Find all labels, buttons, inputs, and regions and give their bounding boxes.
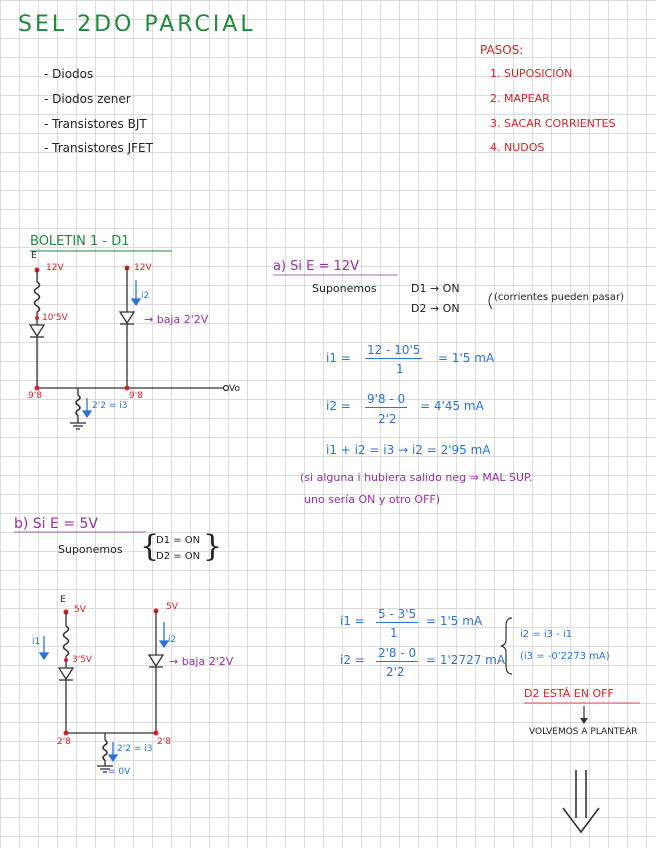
part-b-d2: D2 = ON — [156, 551, 201, 562]
equations-brace — [501, 618, 512, 674]
part-a-heading: a) Si E = 12V — [273, 259, 359, 274]
arrowhead — [109, 755, 117, 761]
node-label: 2'8 — [57, 737, 71, 747]
topic-item: - Transistores JFET — [44, 141, 153, 155]
current-label: i2 — [141, 291, 150, 301]
volvemos-note: VOLVEMOS A PLANTEAR — [529, 727, 638, 737]
bracket-eq: i2 = i3 - i1 — [520, 629, 573, 640]
part-a-d1: D1 → ON — [411, 282, 460, 295]
node-dot — [64, 731, 69, 736]
paren — [489, 293, 492, 309]
node-dot — [35, 386, 40, 391]
part-b-suponemos: Suponemos — [58, 543, 123, 556]
node-dot — [35, 316, 39, 320]
diode-triangle — [30, 325, 44, 336]
voltage-label: 5V — [74, 605, 86, 615]
diode-triangle — [59, 668, 73, 679]
node-dot — [125, 386, 130, 391]
circuit-2 — [59, 609, 163, 773]
resistor — [103, 740, 107, 760]
eq-denominator: 2'2 — [386, 665, 405, 679]
double-down-arrow — [563, 770, 599, 832]
step-item: 3. SACAR CORRIENTES — [490, 117, 616, 130]
part-a-remark: (si alguna i hubiera salido neg ⇒ MAL SUP. — [300, 471, 533, 484]
resistor-label: 2'2 = i3 — [92, 401, 128, 411]
step-item: 2. MAPEAR — [490, 92, 550, 105]
arrowhead — [83, 411, 91, 417]
brace-right: } — [203, 529, 223, 564]
topic-item: - Diodos — [44, 67, 94, 81]
voltage-label: 12V — [46, 263, 64, 273]
part-a-equation-3: i1 + i2 = i3 → i2 = 2'95 mA — [326, 443, 491, 457]
eq-lhs: i2 = — [340, 653, 365, 667]
voltage-label: 5V — [166, 602, 178, 612]
step-item: 1. SUPOSICIÓN — [490, 67, 573, 80]
eq-result: = 1'5 mA — [438, 351, 495, 365]
eq-numerator: 2'8 - 0 — [378, 646, 417, 660]
resistor — [64, 626, 69, 656]
part-b-heading: b) Si E = 5V — [14, 516, 98, 532]
step-item: 4. NUDOS — [490, 141, 545, 154]
part-a-suponemos: Suponemos — [312, 282, 377, 295]
bracket-eq: (i3 = -0'2273 mA) — [520, 651, 610, 662]
node-label: 9'8 — [129, 391, 143, 401]
current-arrows-2 — [40, 622, 168, 761]
node-label: 9'8 — [28, 391, 42, 401]
eq-numerator: 9'8 - 0 — [367, 392, 406, 406]
current-label: i1 — [32, 637, 41, 647]
output-terminal — [224, 386, 229, 391]
part-a-note: (corrientes pueden pasar) — [494, 292, 624, 303]
eq-result: = 1'2727 mA — [426, 653, 506, 667]
page-title: SEL 2DO PARCIAL — [18, 12, 256, 37]
arrowhead — [563, 808, 599, 832]
arrowhead — [160, 641, 168, 647]
topic-item: - Diodos zener — [44, 92, 131, 106]
part-b-d1: D1 = ON — [156, 535, 201, 546]
eq-denominator: 1 — [396, 362, 404, 376]
topic-item: - Transistores BJT — [44, 117, 147, 131]
d2-off-note: D2 ESTÁ EN OFF — [524, 687, 614, 700]
arrowhead — [40, 653, 48, 659]
eq-result: = 4'45 mA — [420, 399, 484, 413]
boletin-heading: BOLETIN 1 - D1 — [30, 234, 130, 249]
eq-denominator: 1 — [390, 626, 398, 640]
steps-heading: PASOS: — [480, 43, 524, 57]
resistor-label: 2'2 = i3 — [117, 744, 153, 754]
eq-result: = 1'5 mA — [426, 614, 483, 628]
resistor — [76, 395, 80, 415]
diode-triangle — [120, 312, 134, 323]
part-a-d2: D2 → ON — [411, 302, 460, 315]
node-label: 2'8 — [157, 737, 171, 747]
eq-lhs: i1 = — [326, 351, 351, 365]
resistor — [35, 282, 40, 312]
voltage-label: 3'5V — [72, 655, 93, 665]
eq-lhs: i2 = — [326, 399, 351, 413]
output-label: Vo — [229, 384, 240, 394]
source-label: E — [60, 595, 66, 605]
drop-label: → baja 2'2V — [169, 655, 234, 668]
brace-left: { — [140, 529, 160, 564]
voltage-label: 10'5V — [42, 313, 68, 323]
source-label: E — [31, 251, 37, 261]
node-dot — [64, 658, 68, 662]
eq-denominator: 2'2 — [378, 412, 397, 426]
eq-lhs: i1 = — [340, 614, 365, 628]
arrowhead — [580, 718, 588, 724]
voltage-label: 12V — [134, 263, 152, 273]
ground-label: = 0V — [108, 767, 131, 777]
current-label: i2 — [168, 635, 177, 645]
diode-triangle — [149, 655, 163, 666]
drop-label: → baja 2'2V — [144, 313, 209, 326]
arrowhead — [132, 299, 140, 305]
part-a-remark: uno sería ON y otro OFF) — [304, 493, 441, 506]
eq-numerator: 5 - 3'5 — [378, 607, 417, 621]
current-arrows-1 — [83, 280, 140, 417]
eq-numerator: 12 - 10'5 — [367, 343, 421, 357]
circuit-1 — [30, 263, 229, 430]
node-dot — [154, 731, 159, 736]
